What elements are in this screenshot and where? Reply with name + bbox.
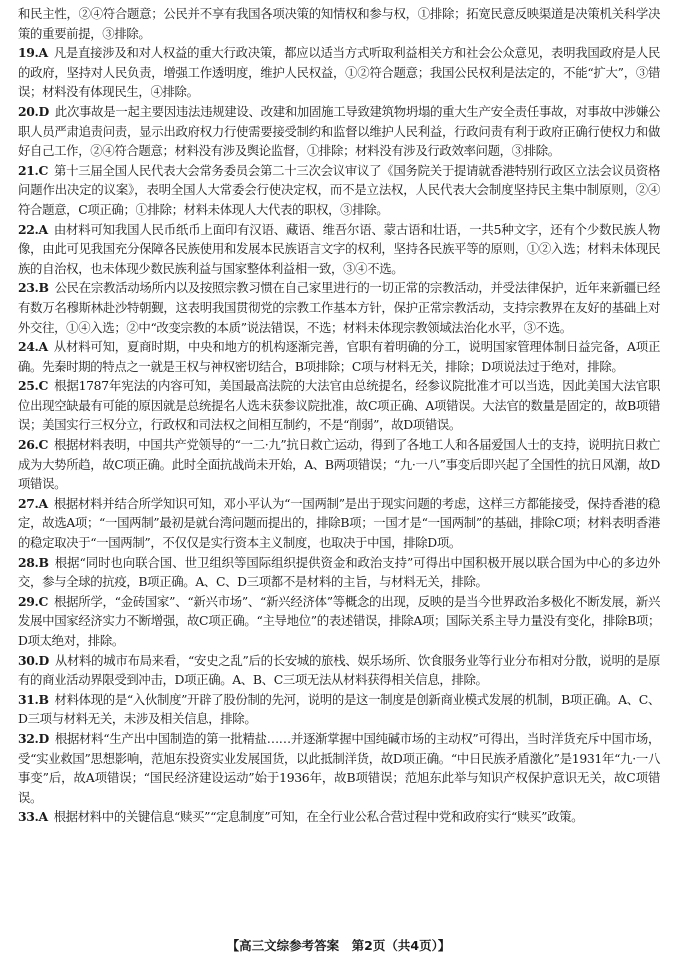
answer-item (18, 807, 660, 827)
explanation-text: 公民在宗教活动场所内以及按照宗教习惯在自己家里进行的一切正常的宗教活动，并受法律保护，近年来新疆已经有数万名穆斯林赴沙特朝觐，这表明我国贯彻党的宗教工作基本方针，保护正常宗教活动，支持宗教界在友好的基础上对外交往，①④入选；②中“改变宗教的本质”说法错误，不选；材料未体现宗教领域法治化水平，③不选。 (18, 280, 660, 335)
answer-list (18, 43, 660, 827)
answer-item (18, 376, 660, 435)
answer-item (18, 729, 660, 807)
question-number: 32. (18, 730, 39, 746)
question-number: 33. (18, 809, 39, 825)
answer-letter: D (38, 730, 49, 746)
answer-letter: D (38, 103, 49, 119)
question-number: 29. (18, 593, 39, 609)
explanation-text: 根据“同时也向联合国、世卫组织等国际组织提供资金和政治支持”可得出中国积极开展以联合国为中心的多边外交，参与全球的抗疫，B项正确。A、C、D三项都不是材料的主旨，与材料无关，排除。 (18, 554, 660, 590)
answer-letter: A (38, 45, 48, 61)
explanation-text: 从材料的城市布局来看，“安史之乱”后的长安城的旅栈、娱乐场所、饮食服务业等行业分布相对分散，说明的是原有的商业活动界限受到冲击，D项正确。A、B、C三项无法从材料获得相关信息，排除。 (18, 652, 660, 688)
answer-page (18, 4, 660, 827)
answer-item (18, 494, 660, 553)
answer-letter: C (38, 162, 49, 178)
explanation-text: 根据1787年宪法的内容可知，美国最高法院的大法官由总统提名，经参议院批准才可以当选，因此美国大法官职位出现空缺最有可能的原因就是总统提名人选未获参议院批准，故C项正确、A项错误。大法官的数量是固定的，故B项错误；美国实行三权分立，行政权和司法权之间相互制约，不是“削弱”，故D项错误。 (18, 378, 660, 433)
answer-item (18, 337, 660, 376)
answer-letter: A (38, 221, 48, 237)
answer-item (18, 220, 660, 279)
explanation-text: 第十三届全国人民代表大会常务委员会第二十三次会议审议了《国务院关于提请就香港特别行政区立法会议员资格问题作出决定的议案》，表明全国人大常委会行使决定权，而不是立法权，人民代表大会制度坚持民主集中制原则，②④符合题意，C项正确；①排除；材料未体现人大代表的职权，③排除。 (18, 162, 660, 217)
explanation-text: 根据材料并结合所学知识可知，邓小平认为“一国两制”是出于现实问题的考虑，这样三方都能接受，保持香港的稳定，故选A项；“一国两制”最初是就台湾问题而提出的，排除B项；一国才是“一国两制”的基础，排除C项；材料表明香港的稳定取决于“一国两制”，不仅仅是实行资本主义制度，也取决于中国，排除D项。 (18, 495, 660, 551)
answer-letter: A (38, 495, 48, 511)
answer-item (18, 592, 660, 651)
question-number: 21. (18, 162, 39, 178)
explanation-text: 根据所学，“金砖国家”、“新兴市场”、“新兴经济体”等概念的出现，反映的是当今世界政治多极化不断发展，新兴发展中国家经济实力不断增强，故C项正确。“主导地位”的表述错误，排除A项；国际关系主导力量没有变化，排除B项；D项太绝对，排除。 (18, 593, 660, 648)
answer-item (18, 102, 660, 161)
answer-letter: A (38, 339, 48, 355)
answer-letter: B (38, 280, 49, 296)
question-number: 20. (18, 103, 39, 119)
answer-item (18, 690, 660, 729)
question-number: 22. (18, 221, 39, 237)
explanation-text: 根据材料中的关键信息“赎买”“定息制度”可知，在全行业公私合营过程中党和政府实行“赎买”政策。 (53, 809, 584, 825)
question-number: 25. (18, 378, 39, 394)
answer-item (18, 43, 660, 102)
answer-item (18, 651, 660, 690)
question-number: 31. (18, 691, 39, 707)
question-number: 23. (18, 280, 39, 296)
question-number: 30. (18, 652, 39, 668)
page-footer: 【高三文综参考答案 第2页（共4页）】 (226, 938, 451, 953)
explanation-text: 此次事故是一起主要因违法违规建设、改建和加固施工导致建筑物坍塌的重大生产安全责任事故，对事故中涉嫌公职人员严肃追责问责，显示出政府权力行使需要接受制约和监督以维护人民利益，行政问责有利于政府正确行使权力和做好自己工作，②④符合题意；材料没有涉及舆论监督，①排除；材料没有涉及行政效率问题，③排除。 (18, 103, 660, 159)
question-number: 19. (18, 45, 39, 61)
explanation-text: 材料体现的是“入伙制度”开辟了股份制的先河，说明的是这一制度是创新商业模式发展的机制，B项正确。A、C、D三项与材料无关，未涉及相关信息，排除。 (18, 691, 660, 727)
answer-letter: C (38, 593, 49, 609)
answer-letter: C (38, 437, 49, 453)
explanation-text: 从材料可知，夏商时期，中央和地方的机构逐渐完善，官职有着明确的分工，说明国家管理体制日益完备，A项正确。先秦时期的特点之一就是王权与神权密切结合，B项排除；C项与材料无关，排除；D项说法过于绝对，排除。 (18, 339, 660, 374)
explanation-text: 由材料可知我国人民币纸币上面印有汉语、藏语、维吾尔语、蒙古语和壮语，一共5种文字，还有个少数民族人物像，由此可见我国充分保障各民族使用和发展本民族语言文字的权利，坚持各民族平等的原则，①②入选；材料未体现民族的自治权，也未体现少数民族利益与国家整体利益相一致，③④不选。 (18, 221, 660, 276)
intro-paragraph: 和民主性，②④符合题意；公民并不享有我国各项决策的知情权和参与权，①排除；拓宽民意反映渠道是决策机关科学决策的重要前提，③排除。 (18, 6, 660, 41)
answer-item (18, 161, 660, 220)
explanation-text: 根据材料表明，中国共产党领导的“一二·九”抗日救亡运动，得到了各地工人和各届爱国人士的支持，说明抗日救亡成为大势所趋，故C项正确。此时全面抗战尚未开始，A、B两项错误；“九·一八”事变后即兴起了全国性的抗日风潮，故D项错误。 (18, 437, 660, 492)
answer-letter: B (38, 691, 49, 707)
answer-letter: A (38, 809, 48, 825)
answer-item (18, 435, 660, 494)
answer-item (18, 278, 660, 337)
explanation-text: 凡是直接涉及和对人权益的重大行政决策，都应以适当方式听取利益相关方和社会公众意见，表明我国政府是人民的政府，坚持对人民负责，增强工作透明度，维护人民权益，①②符合题意；我国公民权利是法定的，不能“扩大”，③错误；材料没有体现民生，④排除。 (18, 45, 660, 100)
answer-letter: C (38, 378, 49, 394)
answer-letter: B (38, 554, 49, 570)
question-number: 24. (18, 339, 39, 355)
answer-item (18, 553, 660, 592)
explanation-text: 根据材料“生产出中国制造的第一批精盐……并逐渐掌握中国纯碱市场的主动权”可得出，当时洋货充斥中国市场，受“实业救国”思想影响，范旭东投资实业发展国货，以此抵制洋货，故D项正确。“中日民族矛盾激化”是1931年“九·一八事变”后，故A项错误；“国民经济建设运动”始于1936年，故B项错误；范旭东此举与知识产权保护意识无关，故C项错误。 (18, 730, 660, 805)
answer-letter: D (38, 652, 49, 668)
question-number: 27. (18, 495, 39, 511)
question-number: 28. (18, 554, 39, 570)
question-number: 26. (18, 437, 39, 453)
